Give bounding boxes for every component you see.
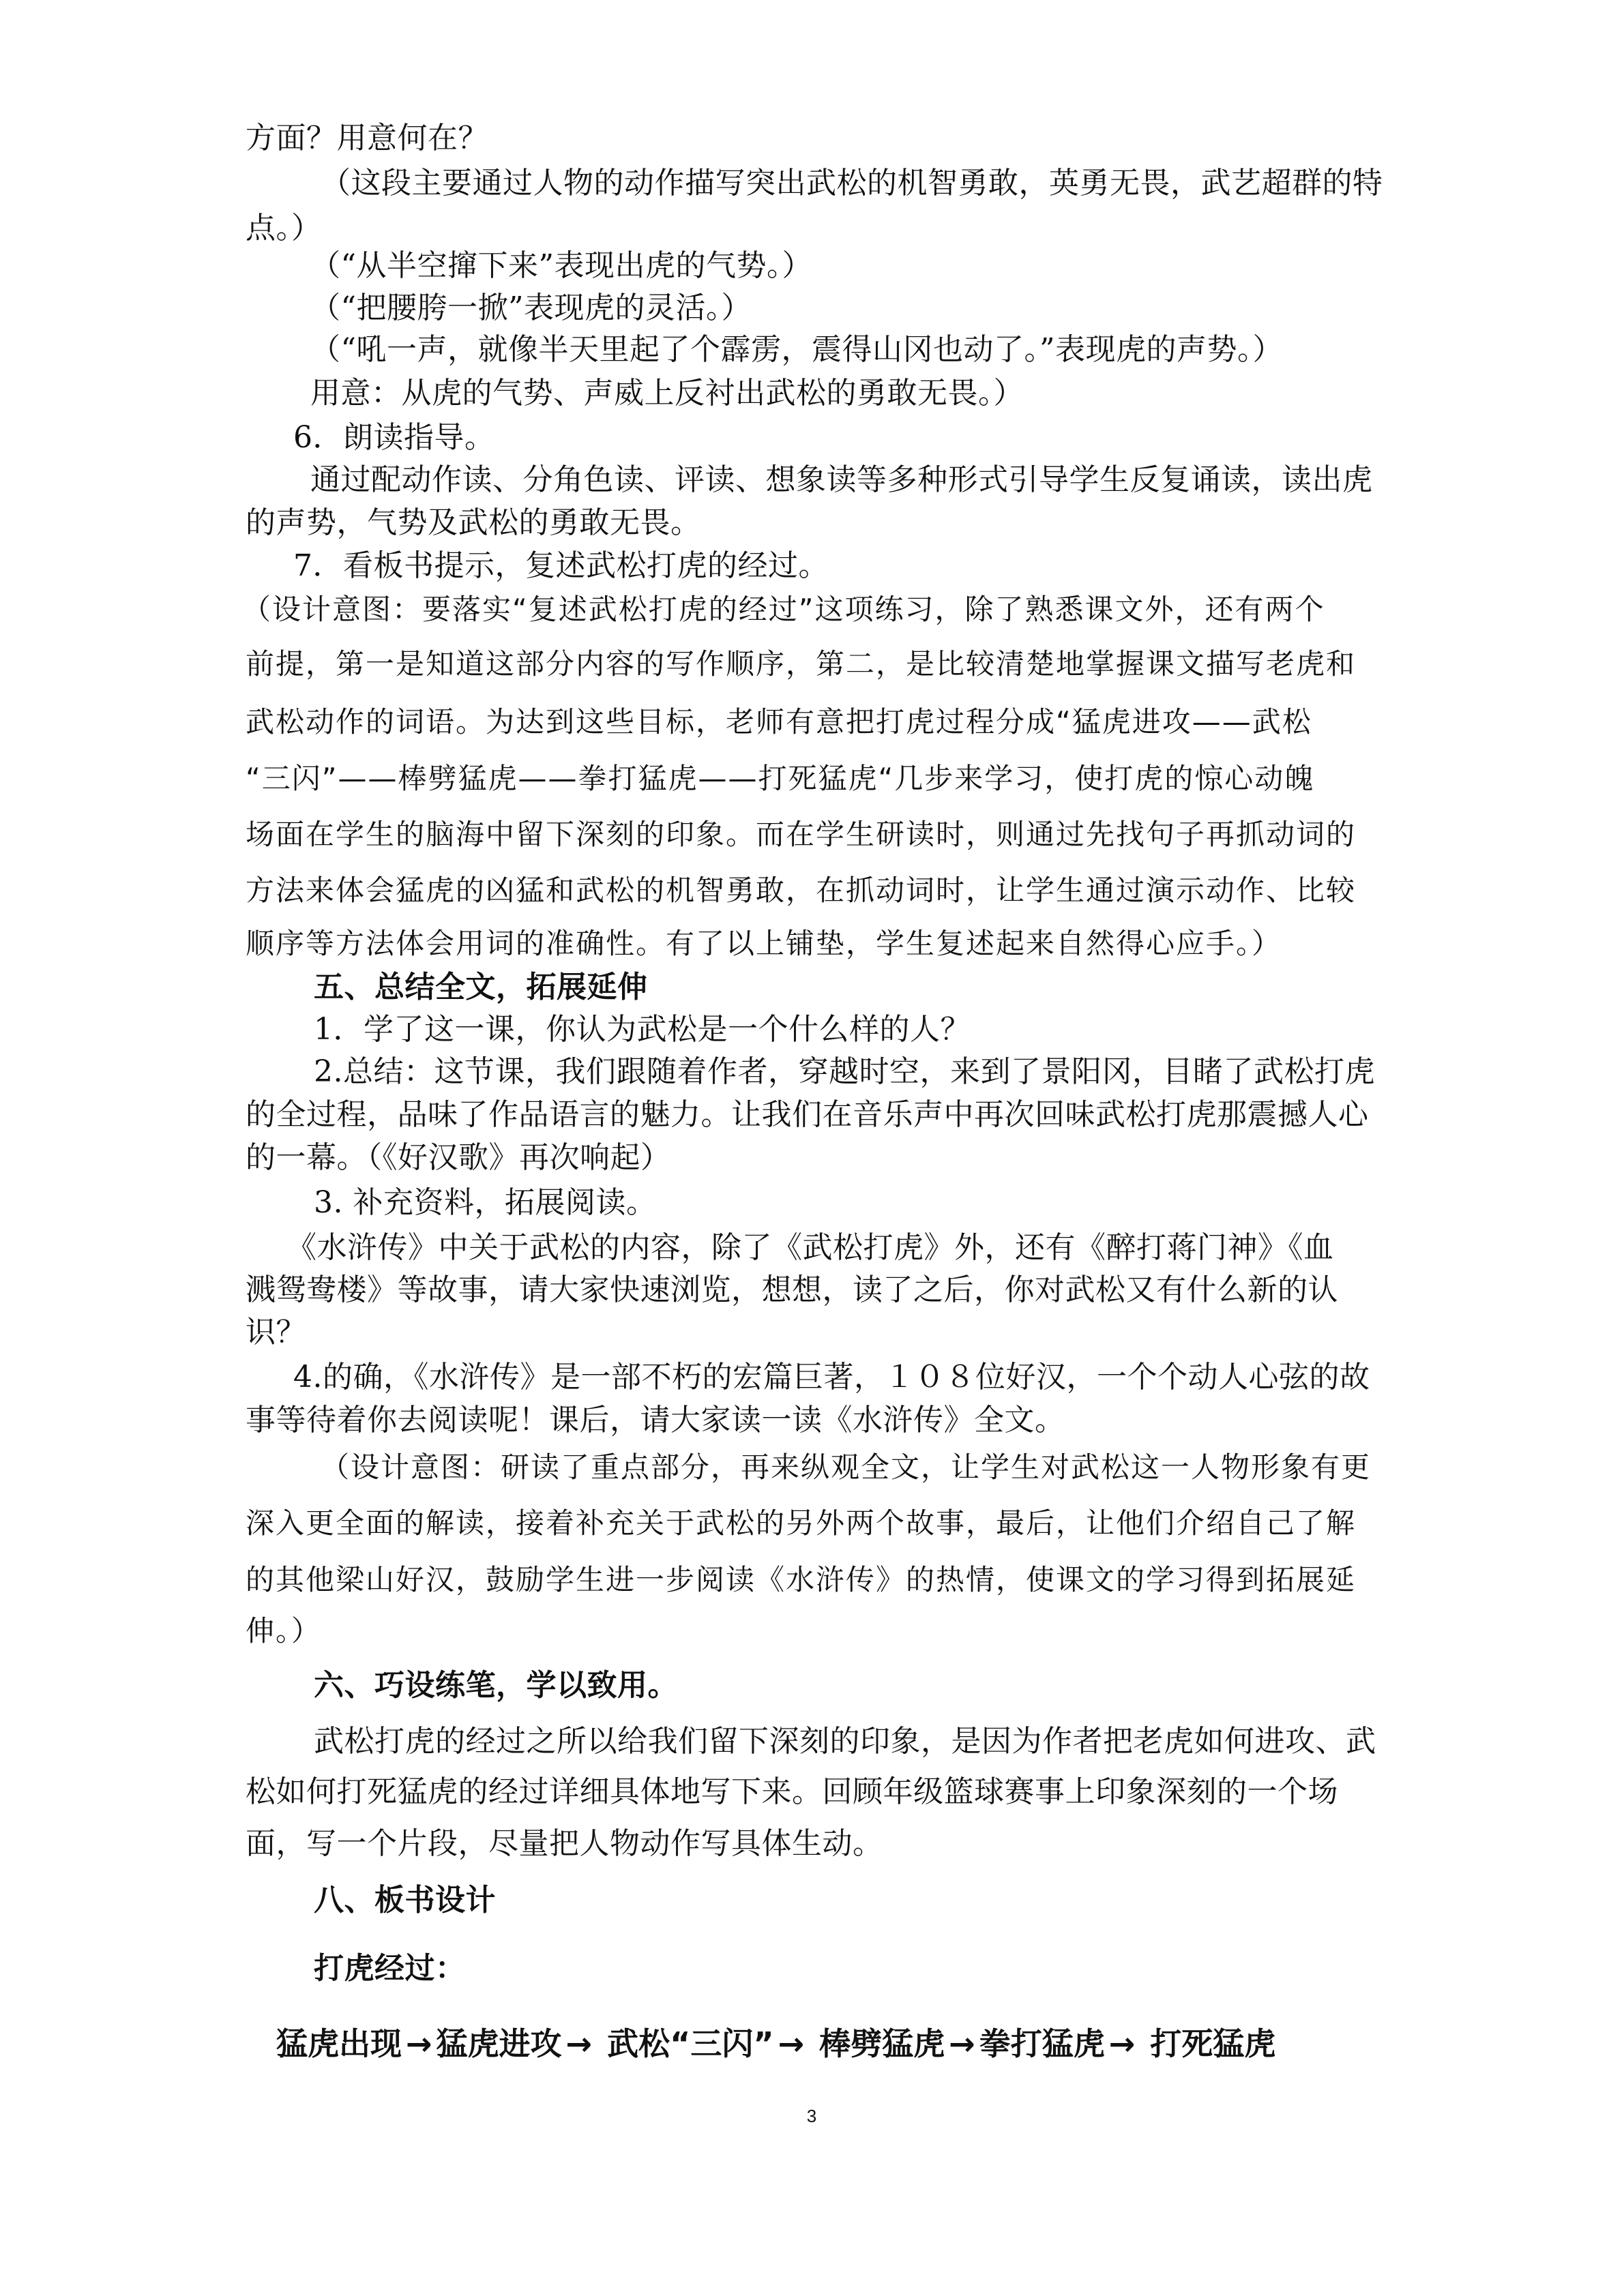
design-intent-line: 武松动作的词语。为达到这些目标，老师有意把打虎过程分成“猛虎进攻——武松 (246, 705, 1312, 739)
text-line: 武松打虎的经过之所以给我们留下深刻的印象，是因为作者把老虎如何进攻、武 (314, 1724, 1376, 1759)
flow-step: 打死猛虎 (1150, 2025, 1276, 2062)
text-line: 溅鸳鸯楼》等故事，请大家快速浏览，想想，读了之后，你对武松又有什么新的认 (246, 1272, 1338, 1307)
flow-step: 猛虎出现 (276, 2025, 402, 2062)
design-intent-line: 前提，第一是知道这部分内容的写作顺序，第二，是比较清楚地掌握课文描写老虎和 (246, 647, 1357, 681)
design-intent-line: 场面在学生的脑海中留下深刻的印象。而在学生研读时，则通过先找句子再抓动词的 (246, 818, 1357, 851)
text-line: 的一幕。（《好汉歌》再次响起） (246, 1140, 671, 1175)
flow-step: 拳打猛虎 (979, 2025, 1105, 2062)
text-line: 事等待着你去阅读呢！课后，请大家读一读《水浒传》全文。 (246, 1403, 1065, 1437)
text-line: 《水浒传》中关于武松的内容，除了《武松打虎》外，还有《醉打蒋门神》《血 (286, 1230, 1334, 1265)
text-line: 7．看板书提示，复述武松打虎的经过。 (293, 548, 829, 583)
section-heading: 五、总结全文，拓展延伸 (314, 970, 648, 1004)
text-line: 松如何打死猛虎的经过详细具体地写下来。回顾年级篮球赛事上印象深刻的一个场 (246, 1774, 1338, 1809)
flow-step: 棒劈猛虎 (819, 2025, 945, 2062)
text-line: 1．学了这一课，你认为武松是一个什么样的人？ (314, 1012, 971, 1047)
section-heading: 六、巧设练笔，学以致用。 (314, 1668, 678, 1703)
text-line: 的声势，气势及武松的勇敢无畏。 (246, 505, 701, 540)
arrow-icon: → (778, 2025, 805, 2062)
arrow-icon: → (406, 2025, 432, 2062)
text-line: （“从半空撺下来”表现出虎的气势。） (310, 248, 812, 283)
text-line: 通过配动作读、分角色读、评读、想象读等多种形式引导学生反复诵读，读出虎 (310, 462, 1373, 497)
design-intent-line: 方法来体会猛虎的凶猛和武松的机智勇敢，在抓动词时，让学生通过演示动作、比较 (246, 874, 1357, 907)
page-number: 3 (806, 2106, 817, 2126)
text-line: 6．朗读指导。 (293, 420, 495, 455)
arrow-icon: → (565, 2025, 593, 2062)
text-line: 的全过程，品味了作品语言的魅力。让我们在音乐声中再次回味武松打虎那震撼人心 (246, 1097, 1369, 1132)
design-intent-line: 顺序等方法体会用词的准确性。有了以上铺垫，学生复述起来自然得心应手。） (246, 927, 1282, 960)
flow-step: 猛虎进攻 (436, 2025, 562, 2062)
board-subheading: 打虎经过： (314, 1951, 466, 1986)
text-line: 2.总结：这节课，我们跟随着作者，穿越时空，来到了景阳冈，目睹了武松打虎 (314, 1054, 1375, 1089)
board-flow (276, 2022, 1275, 2066)
design-intent-line: 的其他梁山好汉，鼓励学生进一步阅读《水浒传》的热情，使课文的学习得到拓展延 (246, 1563, 1357, 1596)
text-line: （这段主要通过人物的动作描写突出武松的机智勇敢，英勇无畏，武艺超群的特 (321, 166, 1383, 200)
design-intent-line: （设计意图：要落实“复述武松打虎的经过”这项练习，除了熟悉课文外，还有两个 (242, 593, 1325, 626)
design-intent-line: 深入更全面的解读，接着补充关于武松的另外两个故事，最后，让他们介绍自己了解 (246, 1506, 1357, 1540)
flow-step: 武松“三闪” (607, 2025, 774, 2062)
text-line: 点。） (246, 211, 322, 245)
design-intent-line: （设计意图：研读了重点部分，再来纵观全文，让学生对武松这一人物形象有更 (321, 1450, 1372, 1484)
text-line: （“把腰胯一掀”表现虎的灵活。） (310, 290, 752, 325)
text-line: 方面？用意何在？ (246, 121, 488, 155)
text-line: 3. 补充资料，拓展阅读。 (314, 1185, 657, 1220)
arrow-icon: → (949, 2025, 975, 2062)
text-line: 面，写一个片段，尽量把人物动作写具体生动。 (246, 1826, 883, 1861)
design-intent-line: “三闪”——棒劈猛虎——拳打猛虎——打死猛虎“几步来学习，使打虎的惊心动魄 (246, 762, 1315, 795)
design-intent-line: 伸。） (246, 1614, 322, 1648)
text-line: 用意：从虎的气势、声威上反衬出武松的勇敢无畏。） (310, 376, 1024, 411)
text-line: 4.的确，《水浒传》是一部不朽的宏篇巨著，１０８位好汉，一个个动人心弦的故 (293, 1360, 1370, 1395)
section-heading: 八、板书设计 (314, 1883, 496, 1918)
arrow-icon: → (1108, 2025, 1136, 2062)
text-line: 识？ (246, 1315, 306, 1350)
text-line: （“吼一声，就像半天里起了个霹雳，震得山冈也动了。”表现虎的声势。） (310, 332, 1283, 367)
